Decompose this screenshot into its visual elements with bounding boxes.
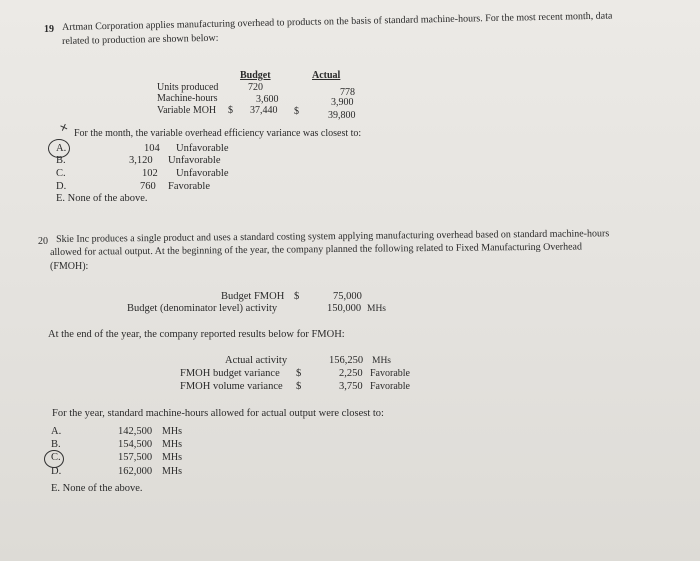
q20-option-unit: MHs [162, 452, 183, 463]
q19-option-amount: 104 [144, 143, 160, 154]
q19-row-budget: 3,600 [256, 94, 279, 105]
q20-option-unit: MHs [162, 439, 183, 450]
q19-option-type: Unfavorable [168, 155, 221, 166]
q19-row-label: Units produced [157, 82, 219, 93]
q19-header-actual: Actual [312, 70, 341, 81]
q19-row-actual: 778 [340, 87, 355, 98]
q20-option-e[interactable]: E. None of the above. [51, 483, 143, 494]
q19-number: 19 [44, 24, 54, 35]
q20-option-letter[interactable]: B. [51, 439, 61, 450]
q19-header-budget: Budget [240, 70, 271, 81]
q19-option-letter[interactable]: C. [56, 168, 66, 179]
q19-row-actual-currency: $ [294, 106, 299, 117]
q20-budget-fmoh-value: 75,000 [333, 291, 362, 302]
q19-option-amount: 760 [140, 181, 156, 192]
q19-row-label: Machine-hours [157, 93, 218, 104]
q19-option-type: Favorable [168, 181, 210, 192]
q20-option-amount: 162,000 [118, 466, 153, 477]
q20-intro-line3: (FMOH): [50, 261, 89, 272]
q20-denominator-label: Budget (denominator level) activity [127, 303, 278, 314]
q20-option-letter[interactable]: A. [51, 426, 62, 437]
handwritten-scribble: ✕ [58, 121, 71, 136]
q19-row-budget: 37,440 [250, 105, 278, 116]
q20-option-amount: 157,500 [118, 452, 153, 463]
q20-budget-variance-value: 2,250 [339, 368, 363, 379]
q20-denominator-value: 150,000 [327, 303, 362, 314]
q19-intro-line2: related to production are shown below: [62, 32, 219, 47]
handwritten-circle-mark [44, 450, 64, 468]
q19-row-budget-currency: $ [228, 105, 233, 116]
q20-actual-activity-unit: MHs [372, 356, 392, 366]
q20-volume-variance-label: FMOH volume variance [180, 381, 283, 392]
q20-year-end-text: At the end of the year, the company reported results below for FMOH: [48, 329, 345, 340]
q19-row-actual: 3,900 [331, 97, 354, 108]
q19-option-type: Unfavorable [176, 143, 229, 154]
q20-denominator-unit: MHs [367, 304, 387, 314]
q20-option-amount: 142,500 [118, 426, 153, 437]
q20-budget-variance-label: FMOH budget variance [180, 368, 280, 379]
q20-intro-line1: Skie Inc produces a single product and uses a standard costing system applying manufacturing overhead based on standard machine-hours [56, 228, 610, 245]
q20-budget-variance-currency: $ [296, 368, 302, 379]
q19-intro-line1: Artman Corporation applies manufacturing overhead to products on the basis of standard machine-hours. For the most recent month, data [62, 10, 613, 33]
q19-option-letter[interactable]: B. [56, 155, 66, 166]
q20-option-unit: MHs [162, 426, 183, 437]
q20-budget-variance-type: Favorable [370, 368, 410, 379]
q20-option-letter[interactable]: C. [51, 452, 61, 463]
q19-row-label: Variable MOH [157, 105, 217, 116]
q20-intro-line2: allowed for actual output. At the beginning of the year, the company planned the following related to Fixed Manufacturing Overhead [50, 241, 583, 258]
q19-row-budget: 720 [248, 82, 263, 93]
q20-budget-fmoh-label: Budget FMOH [221, 291, 285, 302]
q19-option-amount: 3,120 [129, 155, 153, 166]
handwritten-circle-mark [48, 139, 70, 158]
q20-option-letter[interactable]: D. [51, 466, 62, 477]
q20-number: 20 [38, 236, 48, 247]
q19-option-letter[interactable]: D. [56, 181, 67, 192]
q20-option-unit: MHs [162, 466, 183, 477]
q20-actual-activity-value: 156,250 [329, 355, 364, 366]
q19-option-e[interactable]: E. None of the above. [56, 193, 148, 204]
q19-option-letter[interactable]: A. [56, 143, 67, 154]
q20-volume-variance-value: 3,750 [339, 381, 363, 392]
q20-actual-activity-label: Actual activity [225, 355, 288, 366]
q20-option-amount: 154,500 [118, 439, 153, 450]
q19-option-amount: 102 [142, 168, 158, 179]
q19-question: For the month, the variable overhead efficiency variance was closest to: [74, 128, 362, 139]
q19-row-actual: 39,800 [328, 110, 356, 121]
q20-budget-fmoh-currency: $ [294, 291, 300, 302]
q19-option-type: Unfavorable [176, 168, 229, 179]
q20-volume-variance-type: Favorable [370, 381, 410, 392]
q20-question: For the year, standard machine-hours allowed for actual output were closest to: [52, 408, 384, 419]
q20-volume-variance-currency: $ [296, 381, 302, 392]
